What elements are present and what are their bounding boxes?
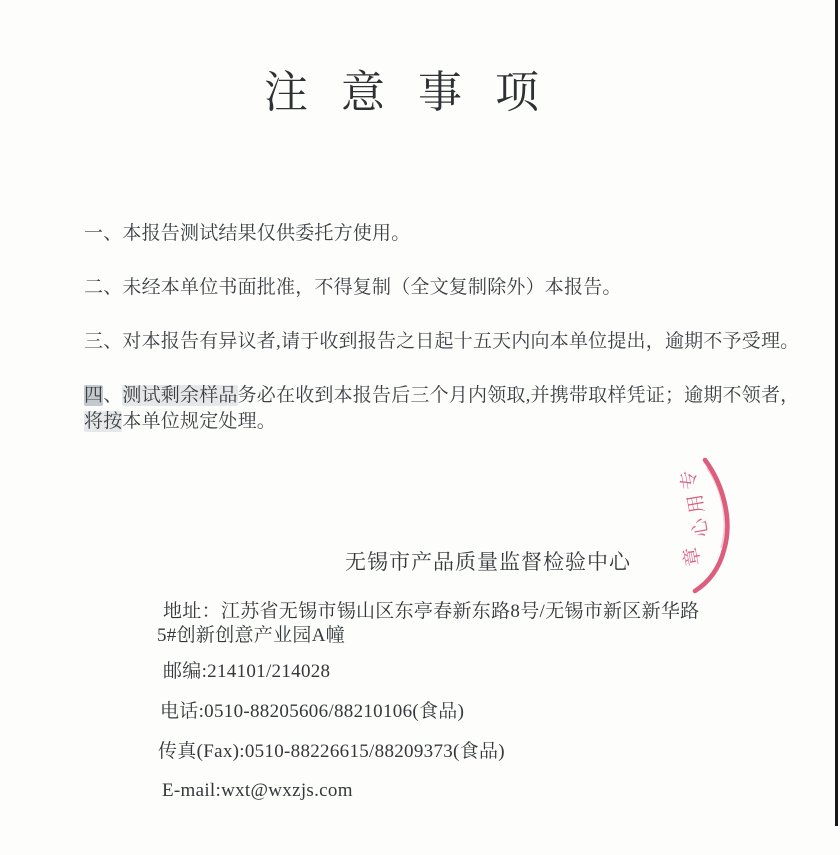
org-name: 无锡市产品质量监督检验中心	[345, 550, 631, 574]
note-item-3: 三、对本报告有异议者,请于收到报告之日起十五天内向本单位提出，逾期不予受理。	[84, 331, 800, 352]
note-4-smudged-text: 测试剩余样品	[122, 385, 238, 406]
note-item-4-line-1	[84, 380, 799, 407]
note-4-text: 务必在收到本报告后三个月内领取,并携带取样凭证；逾期不领者，	[237, 385, 800, 406]
postal-line: 邮编:214101/214028	[163, 661, 331, 682]
page-title: 注意事项	[264, 68, 572, 117]
note-4-number: 四	[84, 385, 104, 406]
stamp-char: 用	[684, 492, 709, 515]
note-4-line2-text: 本单位规定处理。	[122, 411, 277, 432]
email-line: E-mail:wxt@wxzjs.com	[162, 780, 353, 801]
fax-line: 传真(Fax):0510-88226615/88209373(食品)	[158, 741, 505, 762]
note-4-separator: 、	[103, 385, 123, 406]
address-line-1: 地址：江苏省无锡市锡山区东亭春新东路8号/无锡市新区新华路	[163, 601, 700, 622]
stamp-char: 心	[688, 516, 713, 539]
note-item-2: 二、未经本单位书面批准，不得复制（全文复制除外）本报告。	[84, 277, 622, 298]
note-4-line2-smudged-text: 将按	[84, 411, 123, 432]
address-line-2: 5#创新创意产业园A幢	[157, 625, 346, 646]
scan-edge-line	[835, 0, 838, 826]
red-seal-stamp-icon	[676, 448, 752, 602]
stamp-char: 章	[680, 545, 705, 568]
phone-line: 电话:0510-88205606/88210106(食品)	[160, 701, 465, 722]
note-item-1: 一、本报告测试结果仅供委托方使用。	[84, 223, 411, 244]
stamp-char: 专	[677, 468, 702, 491]
note-item-4-line-2	[84, 406, 276, 433]
